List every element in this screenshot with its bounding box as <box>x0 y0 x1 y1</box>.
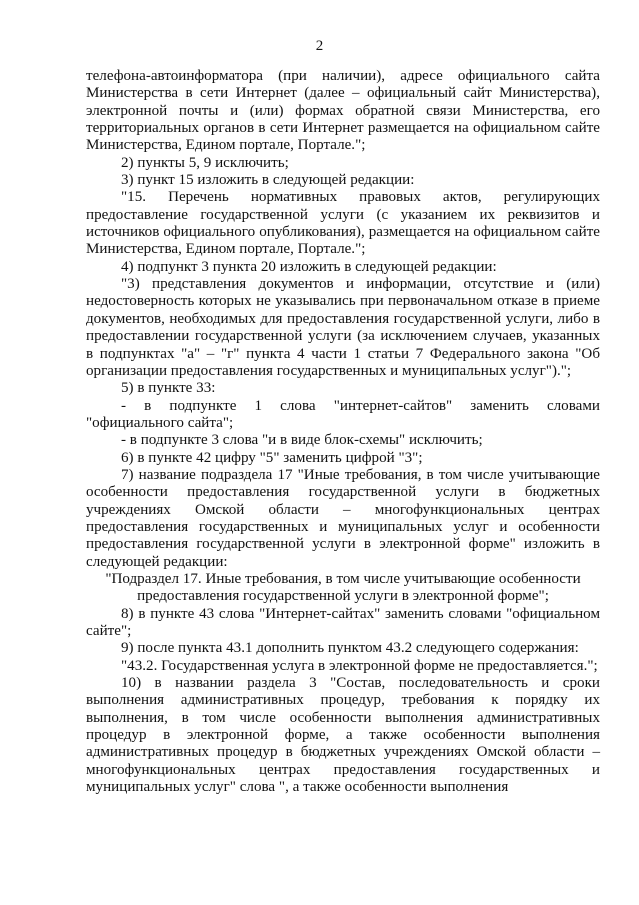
paragraph-item-7: 7) название подраздела 17 "Иные требования, в том числе учитывающие особенности предоставления государственной услуги в бюджетных учреждениях Омской области – многофункциональных центрах предоставления государственных и муниципальных услуг и особенности предоставления государственной услуги в электронной форме" изложить в следующей редакции: <box>86 466 600 570</box>
paragraph-quote-15: "15. Перечень нормативных правовых актов, регулирующих предоставление государственной услуги (с указанием их реквизитов и источников официального опубликования), размещается на официальном сайте Министерства, Едином портале, Портале."; <box>86 189 600 258</box>
paragraph-item-2: 2) пункты 5, 9 исключить; <box>121 154 289 171</box>
paragraph-item-10: 10) в названии раздела 3 "Состав, последовательность и сроки выполнения административных процедур, требования к порядку их выполнения, в том числе особенности выполнения административных процедур в электронной форме, а также особенности выполнения административных процедур в бюджетных учреждениях Омской области – многофункциональных центрах предоставления государственных и муниципальных услуг" слова ", а также особенности выполнения <box>86 675 600 796</box>
subsection-heading-line-1: "Подраздел 17. Иные требования, в том числе учитывающие особенности <box>105 570 581 587</box>
paragraph-subitem-1: - в подпункте 1 слова "интернет-сайтов" заменить словами "официального сайта"; <box>86 397 600 431</box>
paragraph-item-3: 3) пункт 15 изложить в следующей редакции: <box>121 172 415 189</box>
paragraph-continuation: телефона-автоинформатора (при наличии), адресе официального сайта Министерства в сети Интернет (далее – официальный сайт Министерства), электронной почты и (или) формах обратной связи Министерства, его территориальных органов в сети Интернет размещается на официальном сайте Министерства, Едином портале, Портале."; <box>86 68 600 154</box>
paragraph-subitem-3: - в подпункте 3 слова "и в виде блок-схемы" исключить; <box>121 432 483 449</box>
paragraph-item-5: 5) в пункте 33: <box>121 380 216 397</box>
subsection-heading-line-2: предоставления государственной услуги в электронной форме"; <box>137 588 549 605</box>
paragraph-quote-3: "3) представления документов и информации, отсутствие и (или) недостоверность которых не указывались при первоначальном отказе в приеме документов, необходимых для предоставления государственной услуги, либо в предоставлении государственной услуги (за исключением случаев, указанных в подпунктах "а" – "г" пункта 4 части 1 статьи 7 Федерального закона "Об организации предоставления государственных и муниципальных услуг")."; <box>86 276 600 379</box>
page-number: 2 <box>315 38 324 54</box>
paragraph-item-6: 6) в пункте 42 цифру "5" заменить цифрой "3"; <box>121 449 423 466</box>
paragraph-item-9: 9) после пункта 43.1 дополнить пунктом 43.2 следующего содержания: <box>121 640 579 657</box>
paragraph-item-8: 8) в пункте 43 слова "Интернет-сайтах" заменить словами "официальном сайте"; <box>86 605 600 639</box>
paragraph-item-4: 4) подпункт 3 пункта 20 изложить в следующей редакции: <box>121 258 497 275</box>
document-body <box>86 68 600 796</box>
paragraph-quote-43-2: "43.2. Государственная услуга в электронной форме не предоставляется."; <box>121 657 598 674</box>
